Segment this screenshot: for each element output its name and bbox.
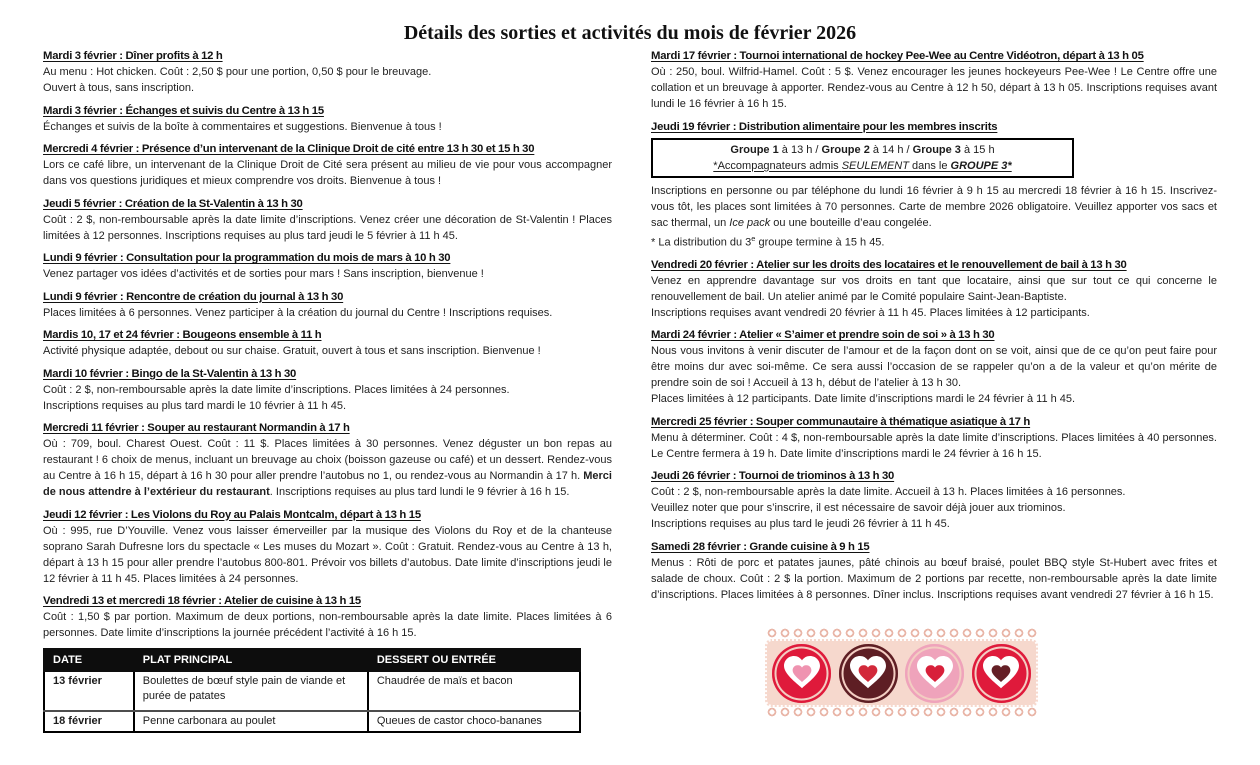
page-title: Détails des sorties et activités du mois de février 2026 <box>403 22 857 44</box>
event-tournoi-triominos <box>651 468 1217 532</box>
event-title: Vendredi 20 février : Atelier sur les droits des locataires et le renouvellement de bail à 13 h 30 <box>651 258 1127 271</box>
event-description: Au menu : Hot chicken. Coût : 2,50 $ pour une portion, 0,50 $ pour le breuvage. Ouvert à tous, sans inscription. <box>43 66 432 94</box>
event-title: Vendredi 13 et mercredi 18 février : Atelier de cuisine à 13 h 15 <box>43 595 361 607</box>
event-title: Mardi 10 février : Bingo de la St-Valentin à 13 h 30 <box>43 367 297 380</box>
event-distribution-alimentaire <box>651 119 1217 251</box>
event-atelier-saimer <box>651 327 1217 407</box>
event-grande-cuisine <box>651 539 1217 603</box>
cell-dessert: Queues de castor choco-bananes <box>368 711 580 732</box>
table-row <box>44 671 580 711</box>
event-bougeons-ensemble <box>43 327 612 359</box>
event-title: Lundi 9 février : Consultation pour la programmation du mois de mars à 10 h 30 <box>43 252 451 264</box>
valentine-hearts-banner <box>765 628 1038 718</box>
event-description: Menu à déterminer. Coût : 4 $, non-remboursable après la date limite d’inscriptions. Places limitées à 40 personnes. Le Centre fermera à 19 h. Date limite d’inscriptions mardi le 24 février à 16 h 15. <box>651 431 1217 460</box>
table-header-row <box>44 649 580 671</box>
event-title: Mercredi 4 février : Présence d’un intervenant de la Clinique Droit de cité entre 13 h 30 et 15 h 30 <box>43 143 535 155</box>
heart-icon <box>992 665 1011 682</box>
event-description: Coût : 2 $, non-remboursable après la date limite. Accueil à 13 h. Places limitées à 16 personnes. Veuillez noter que pour s’inscrire, il est nécessaire de savoir déjà jouer aux triominos. Inscriptions requises au plus tard le jeudi 26 février à 11 h 45. <box>651 486 1126 531</box>
event-hockey-pee-wee <box>651 48 1217 112</box>
cell-dessert: Chaudrée de maïs et bacon <box>368 671 580 711</box>
event-title: Jeudi 19 février : Distribution alimentaire pour les membres inscrits <box>651 120 998 133</box>
event-clinique-droit <box>43 141 612 189</box>
heart-icon <box>859 665 878 682</box>
event-description: Menus : Rôti de porc et patates jaunes, pâté chinois au bœuf braisé, poulet BBQ style St-Hubert avec frites et salade de choux. Coût : 2 $ la portion. Maximum de 2 portions par recette, non-remboursable après la date limite d’inscriptions. Places limitées à 8 personnes. Dîner inclus. Inscriptions requises avant vendredi 27 février à 16 h 15. <box>651 556 1217 601</box>
event-droits-locataires <box>651 257 1217 321</box>
event-description: Où : 995, rue D’Youville. Venez vous laisser émerveiller par la musique des Violons du Roy et de la chanteuse soprano Sarah Dufresne lors du spectacle « Les muses du Mozart ». Coût : Gratuit. Rendez-vous au Centre à 13 h, départ à 13 h 15 pour aller prendre l’autobus 800-801. Prévoir vos billets d’autobus. Date limite d’inscriptions jeudi le 12 février à 11 h 45. Places limitées à 24 personnes. <box>43 524 612 585</box>
event-consultation-mars <box>43 250 612 282</box>
cell-main-dish: Penne carbonara au poulet <box>134 711 368 732</box>
groups-schedule-line: Groupe 1 à 13 h / Groupe 2 à 14 h / Groupe 3 à 15 h <box>730 143 995 156</box>
cooking-menu-table <box>43 648 581 733</box>
heart-icon <box>792 665 811 682</box>
event-bingo-st-valentin <box>43 366 612 414</box>
event-title: Jeudi 5 février : Création de la St-Valentin à 13 h 30 <box>43 197 303 210</box>
event-title: Mardi 24 février : Atelier « S’aimer et prendre soin de soi » à 13 h 30 <box>651 329 995 342</box>
table-row <box>44 711 580 732</box>
event-description: Nous vous invitons à venir discuter de l’amour et de la façon dont on se voit, ainsi que de ce qu’on peut faire pour être moins dur avec soi-même. Ce sera aussi l’occasion de se rappeler qu’on a de la valeur et qu’on mérite de prendre soin de soi ! Accueil à 13 h, début de l’atelier à 13 h 30. Places limitées à 12 participants. Date limite d’inscriptions mardi le 24 février à 11 h 45. <box>651 345 1217 406</box>
cell-main-dish: Boulettes de bœuf style pain de viande et purée de patates <box>134 671 368 711</box>
event-title: Mercredi 25 février : Souper communautaire à thématique asiatique à 17 h <box>651 415 1031 428</box>
left-column <box>43 48 612 733</box>
event-title: Mardi 17 février : Tournoi international de hockey Pee-Wee au Centre Vidéotron, départ à 13 h 05 <box>651 50 1144 62</box>
groups-schedule-box <box>651 138 1074 178</box>
event-description: Venez en apprendre davantage sur vos droits en tant que locataire, ainsi que sur tout ce qui concerne le renouvellement de bail. Un atelier animé par le Comité populaire Saint-Jean-Baptiste. Inscriptions requises avant vendredi 20 février à 11 h 45. Places limitées à 12 participants. <box>651 274 1217 319</box>
event-description: Où : 250, boul. Wilfrid-Hamel. Coût : 5 $. Venez encourager les jeunes hockeyeurs Pee-Wee ! Le Centre offre une collation et un breuvage à apporter. Rendez-vous au Centre à 12 h 50, départ à 13 h 05. Inscriptions requises avant lundi le 16 février à 16 h 15. <box>651 66 1217 110</box>
event-title: Samedi 28 février : Grande cuisine à 9 h 15 <box>651 540 870 553</box>
event-description: Coût : 2 $, non-remboursable après la date limite d’inscriptions. Venez créer une décoration de St-Valentin ! Places limitées à 12 personnes. Inscriptions requises au plus tard jeudi le 5 février à 11 h 45. <box>43 213 612 242</box>
right-column <box>651 48 1217 609</box>
event-title: Jeudi 12 février : Les Violons du Roy au Palais Montcalm, départ à 13 h 15 <box>43 508 421 521</box>
event-souper-normandin <box>43 420 612 500</box>
event-title: Mardi 3 février : Dîner profits à 12 h <box>43 50 223 62</box>
column-header-date: DATE <box>44 649 134 671</box>
cell-date: 13 février <box>44 671 134 711</box>
event-title: Mercredi 11 février : Souper au restaurant Normandin à 17 h <box>43 422 350 434</box>
event-title: Jeudi 26 février : Tournoi de triominos à 13 h 30 <box>651 470 895 483</box>
event-creation-st-valentin <box>43 196 612 244</box>
cell-date: 18 février <box>44 711 134 732</box>
event-title: Mardis 10, 17 et 24 février : Bougeons ensemble à 11 h <box>43 329 322 341</box>
event-violons-du-roy <box>43 507 612 587</box>
event-description: Places limitées à 6 personnes. Venez participer à la création du journal du Centre ! Inscriptions requises. <box>43 306 553 319</box>
lace-border-bottom <box>765 707 1038 718</box>
heart-icon <box>925 665 944 682</box>
lace-border-top <box>765 628 1038 639</box>
banner-band <box>765 639 1038 707</box>
heart-badge-3 <box>905 644 964 703</box>
event-echanges-suivis <box>43 103 612 135</box>
event-diner-profits <box>43 48 612 96</box>
heart-badge-2 <box>839 644 898 703</box>
event-journal <box>43 289 612 321</box>
event-description: Échanges et suivis de la boîte à commentaires et suggestions. Bienvenue à tous ! <box>43 120 442 133</box>
event-atelier-cuisine <box>43 593 612 641</box>
event-description: Coût : 2 $, non-remboursable après la date limite d’inscriptions. Places limitées à 24 personnes. Inscriptions requises au plus tard mardi le 10 février à 11 h 45. <box>43 383 510 412</box>
event-title: Lundi 9 février : Rencontre de création du journal à 13 h 30 <box>43 290 344 303</box>
event-title: Mardi 3 février : Échanges et suivis du Centre à 13 h 15 <box>43 104 324 117</box>
event-description: Où : 709, boul. Charest Ouest. Coût : 11 $. Places limitées à 30 personnes. Venez déguster un bon repas au restaurant ! 6 choix de menus, incluant un breuvage au choix (boisson gazeuse ou café) et un dessert. Rendez-vous au Centre à 16 h 15, départ à 16 h 30 pour aller prendre l’autobus no 1, ou rendez-vous au Normandin à 17 h. Merci de nous attendre à l’extérieur du restaurant. Inscriptions requises au plus tard lundi le 9 février à 16 h 15. <box>43 438 612 498</box>
event-description: Venez partager vos idées d’activités et de sorties pour mars ! Sans inscription, bienvenue ! <box>43 268 484 280</box>
event-description: Activité physique adaptée, debout ou sur chaise. Gratuit, ouvert à tous et sans inscription. Bienvenue ! <box>43 345 541 357</box>
event-description: Inscriptions en personne ou par téléphone du lundi 16 février à 9 h 15 au mercredi 18 février à 16 h 15. Inscrivez-vous tôt, les places sont limitées à 70 personnes. Carte de membre 2026 obligatoire. Veuillez apporter vos sacs et sac thermal, un Ice pack ou une bouteille d’eau congelée. * La distribution du 3e groupe termine à 15 h 45. <box>651 184 1217 249</box>
groups-note-line: *Accompagnateurs admis SEULEMENT dans le GROUPE 3* <box>713 159 1012 172</box>
event-souper-asiatique <box>651 414 1217 462</box>
heart-badge-4 <box>972 644 1031 703</box>
column-header-main-dish: PLAT PRINCIPAL <box>134 649 368 671</box>
heart-badge-1 <box>772 644 831 703</box>
event-description: Lors ce café libre, un intervenant de la Clinique Droit de Cité sera présent au milieu de vie pour vous accompagner dans vos questions juridiques et mieux comprendre vos droits. Bienvenue à tous ! <box>43 159 612 187</box>
event-description: Coût : 1,50 $ par portion. Maximum de deux portions, non-remboursable après la date limite. Places limitées à 6 personnes. Date limite d’inscriptions la journée précédent l’activité à 16 h 15. <box>43 611 612 639</box>
column-header-dessert: DESSERT OU ENTRÉE <box>368 649 580 671</box>
